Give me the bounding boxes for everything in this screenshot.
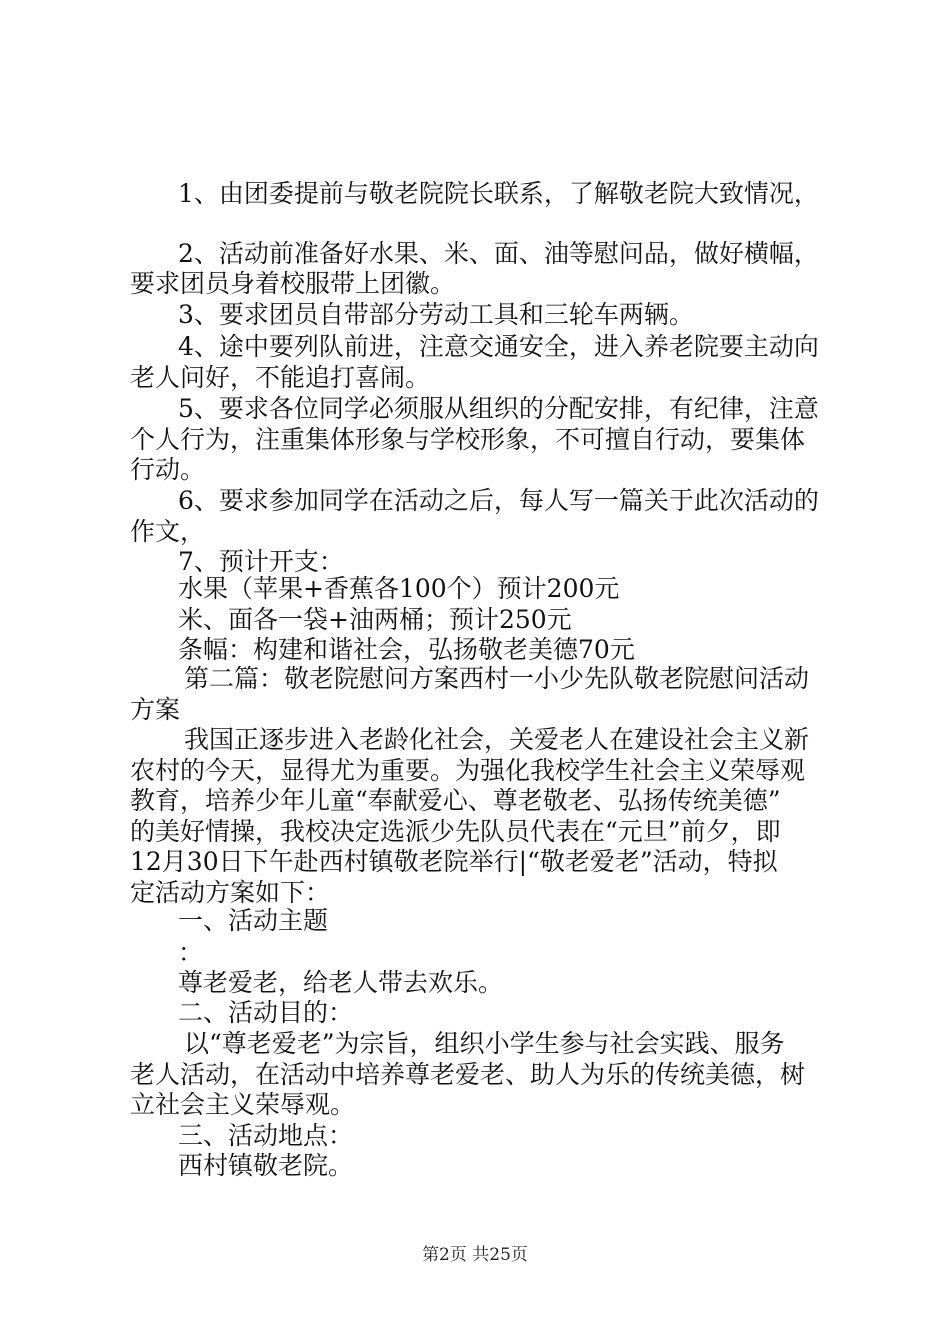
paragraph-line: 定活动方案如下： (130, 878, 331, 907)
paragraph-line: 的美好情操，我校决定选派少先队员代表在“元旦”前夕，即 (130, 817, 781, 846)
paragraph-line: 我国正逐步进入老龄化社会，关爱老人在建设社会主义新 (184, 725, 810, 754)
paragraph-line: 2、活动前准备好水果、米、面、油等慰问品，做好横幅， (178, 239, 819, 268)
paragraph-line: 行动。 (130, 455, 206, 484)
paragraph-line: 西村镇敬老院。 (178, 1151, 354, 1180)
paragraph-line: 6、要求参加同学在活动之后，每人写一篇关于此次活动的 (178, 486, 819, 515)
paragraph-line: 以“尊老爱老”为宗旨，组织小学生参与社会实践、服务 (184, 1029, 785, 1058)
paragraph-line: 水果（苹果+香蕉各100个）预计200元 (178, 574, 620, 603)
paragraph-line: 5、要求各位同学必须服从组织的分配安排，有纪律，注意 (178, 394, 819, 423)
paragraph-line: 尊老爱老，给老人带去欢乐。 (178, 968, 504, 997)
paragraph-line: 作文， (130, 517, 206, 546)
paragraph-line: 个人行为，注重集体形象与学校形象，不可擅自行动，要集体 (130, 425, 806, 454)
paragraph-line: 3、要求团员自带部分劳动工具和三轮车两辆。 (178, 300, 694, 329)
paragraph-line: 7、预计开支： (178, 547, 344, 576)
section-heading: 方案 (130, 695, 181, 724)
section-heading: 二、活动目的： (178, 998, 354, 1027)
paragraph-line: 教育，培养少年儿童“奉献爱心、尊老敬老、弘扬传统美德” (130, 786, 781, 815)
paragraph-line: 米、面各一袋+油两桶；预计250元 (178, 605, 572, 634)
paragraph-line: 农村的今天，显得尤为重要。为强化我校学生社会主义荣辱观 (130, 756, 806, 785)
paragraph-line: 立社会主义荣辱观。 (130, 1090, 356, 1119)
section-heading: 一、活动主题 (178, 906, 329, 935)
paragraph-line: ： (178, 938, 204, 967)
paragraph-line: 条幅：构建和谐社会，弘扬敬老美德70元 (178, 635, 635, 664)
paragraph-line: 老人问好，不能追打喜闹。 (130, 363, 431, 392)
paragraph-line: 要求团员身着校服带上团徽。 (130, 269, 456, 298)
section-heading: 第二篇：敬老院慰问方案西村一小少先队敬老院慰问活动 (184, 664, 810, 693)
paragraph-line: 老人活动，在活动中培养尊老爱老、助人为乐的传统美德，树 (130, 1060, 806, 1089)
page-footer: 第2页 共25页 (422, 1245, 528, 1265)
paragraph-line: 1、由团委提前与敬老院院长联系，了解敬老院大致情况， (178, 179, 819, 208)
section-heading: 三、活动地点： (178, 1121, 354, 1150)
paragraph-line: 4、途中要列队前进，注意交通安全，进入养老院要主动向 (178, 332, 819, 361)
paragraph-line: 12月30日下午赴西村镇敬老院举行|“敬老爱老”活动，特拟 (130, 847, 778, 876)
